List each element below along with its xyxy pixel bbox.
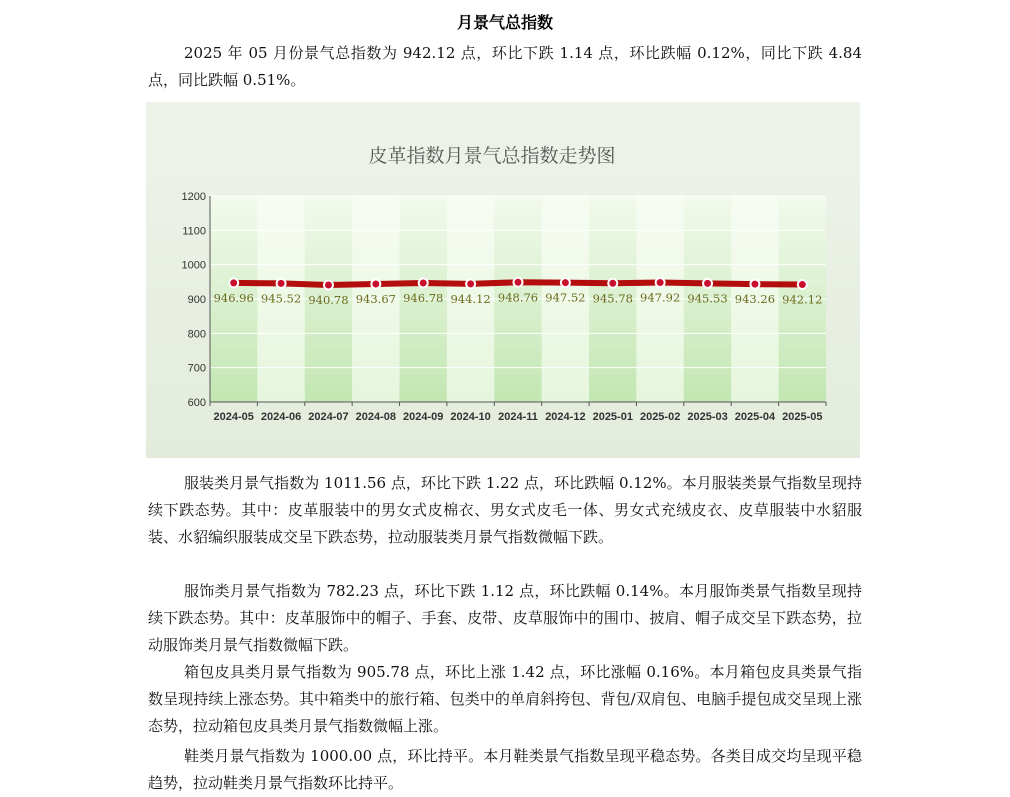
chart-panel: [146, 102, 860, 458]
data-point: [466, 279, 475, 288]
y-tick-label: 900: [187, 294, 206, 306]
shoes-paragraph: 鞋类月景气指数为 1000.00 点，环比持平。本月鞋类景气指数呈现平稳态势。各类目成交均呈现平稳趋势，拉动鞋类月景气指数环比持平。: [148, 747, 862, 792]
data-point: [277, 279, 286, 288]
data-point: [608, 279, 617, 288]
x-tick-label: 2024-11: [498, 411, 538, 423]
data-point: [324, 280, 333, 289]
data-label: 946.96: [213, 290, 254, 305]
y-tick-label: 1200: [181, 191, 206, 203]
data-point: [750, 280, 759, 289]
y-tick-label: 800: [187, 328, 206, 341]
data-label: 947.52: [545, 290, 586, 305]
x-tick-label: 2025-03: [687, 411, 728, 423]
x-tick-label: 2025-01: [592, 411, 633, 423]
data-label: 944.12: [450, 291, 491, 306]
data-point: [561, 278, 570, 287]
accessories-paragraph: 服饰类月景气指数为 782.23 点，环比下跌 1.12 点，环比跌幅 0.14%。本月服饰类景气指数呈现持续下跌态势。其中：皮革服饰中的帽子、手套、皮带、皮草服饰中的围巾、披肩、帽子成交呈下跌态势，拉动服饰类月景气指数微幅下跌。: [148, 582, 862, 654]
data-label: 943.67: [355, 292, 396, 307]
data-label: 948.76: [497, 290, 539, 305]
data-label: 945.52: [260, 291, 302, 306]
data-label: 947.92: [640, 290, 681, 305]
data-label: 940.78: [308, 292, 349, 307]
data-label: 943.26: [734, 292, 776, 307]
x-tick-label: 2025-04: [734, 411, 776, 423]
data-point: [703, 279, 712, 288]
data-point: [419, 278, 428, 287]
data-label: 945.53: [687, 291, 728, 306]
x-tick-label: 2024-08: [355, 411, 397, 423]
intro-paragraph: 2025 年 05 月份景气总指数为 942.12 点，环比下跌 1.14 点，环比跌幅 0.12%，同比下跌 4.84 点，同比跌幅 0.51%。: [148, 44, 862, 89]
x-tick-label: 2024-12: [545, 411, 586, 423]
data-point: [514, 278, 523, 287]
y-tick-label: 700: [187, 362, 206, 375]
x-tick-label: 2024-09: [403, 411, 444, 423]
data-label: 942.12: [782, 292, 823, 307]
x-tick-label: 2024-05: [213, 411, 254, 423]
data-label: 946.78: [403, 290, 444, 305]
y-tick-label: 1000: [181, 259, 206, 272]
data-point: [371, 280, 380, 289]
data-point: [798, 280, 807, 289]
bags-paragraph: 箱包皮具类月景气指数为 905.78 点，环比上涨 1.42 点，环比涨幅 0.16%。本月箱包皮具类景气指数呈现持续上涨态势。其中箱类中的旅行箱、包类中的单肩斜挎包、背包/双肩包、电脑手提包成交呈现上涨态势，拉动箱包皮具类月景气指数微幅上涨。: [148, 663, 862, 735]
data-label: 945.78: [592, 291, 633, 306]
clothing-paragraph: 服装类月景气指数为 1011.56 点，环比下跌 1.22 点，环比跌幅 0.12%。本月服装类景气指数呈现持续下跌态势。其中：皮革服装中的男女式皮棉衣、男女式皮毛一体、男女式充绒皮衣、皮草服装中水貂服装、水貂编织服装成交呈下跌态势，拉动服装类月景气指数微幅下跌。: [148, 474, 862, 546]
chart-title: 皮革指数月景气总指数走势图: [368, 146, 616, 167]
x-tick-label: 2025-02: [639, 411, 681, 423]
x-tick-label: 2024-07: [308, 411, 349, 423]
y-tick-label: 600: [187, 397, 206, 409]
trend-chart: [146, 102, 860, 458]
document-title: 月景气总指数: [456, 13, 553, 32]
x-tick-label: 2024-10: [450, 411, 491, 423]
x-tick-label: 2025-05: [782, 411, 823, 423]
data-point: [229, 278, 238, 287]
x-tick-label: 2024-06: [260, 411, 302, 423]
y-tick-label: 1100: [182, 225, 206, 238]
data-point: [656, 278, 665, 287]
